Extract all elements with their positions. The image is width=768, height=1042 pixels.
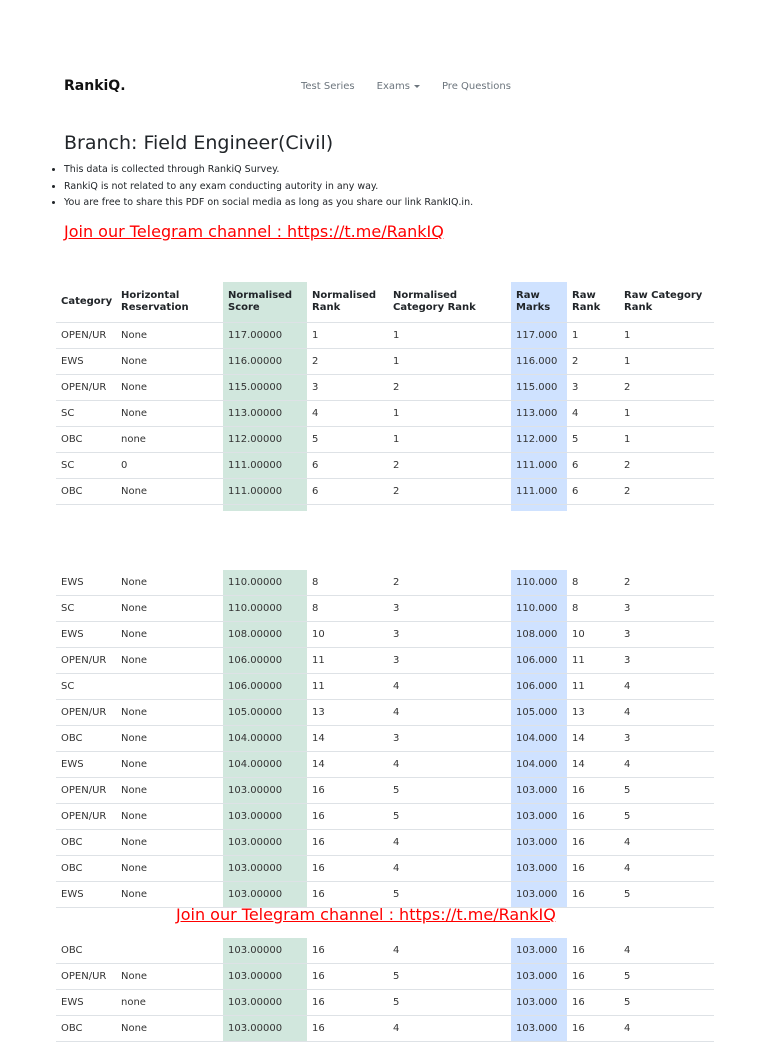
results-table-2: [56, 570, 714, 908]
cell-category: SC: [56, 596, 116, 622]
cell-normalised-category-rank: 4: [388, 856, 511, 882]
spacer-cell: [116, 505, 223, 512]
table-row: [56, 375, 714, 401]
table-row: [56, 648, 714, 674]
cell-raw-rank: 1: [567, 323, 619, 349]
cell-raw-category-rank: 4: [619, 856, 714, 882]
cell-normalised-category-rank: 2: [388, 453, 511, 479]
cell-normalised-rank: 3: [307, 375, 388, 401]
cell-normalised-rank: 4: [307, 401, 388, 427]
cell-normalised-score: 113.00000: [223, 401, 307, 427]
cell-normalised-score: 103.00000: [223, 1016, 307, 1042]
cell-normalised-score: 111.00000: [223, 453, 307, 479]
header-horizontal-reservation: Horizontal Reservation: [116, 282, 223, 323]
header-normalised-score: Normalised Score: [223, 282, 307, 323]
cell-normalised-rank: 6: [307, 479, 388, 505]
table-row: [56, 479, 714, 505]
header-normalised-category-rank: Normalised Category Rank: [388, 282, 511, 323]
cell-category: SC: [56, 453, 116, 479]
cell-normalised-category-rank: 1: [388, 349, 511, 375]
cell-category: OBC: [56, 479, 116, 505]
cell-raw-rank: 8: [567, 570, 619, 596]
cell-normalised-category-rank: 1: [388, 323, 511, 349]
table-row: [56, 401, 714, 427]
cell-raw-marks: 117.000: [511, 323, 567, 349]
table-row: [56, 856, 714, 882]
cell-normalised-category-rank: 5: [388, 990, 511, 1016]
cell-normalised-score: 103.00000: [223, 856, 307, 882]
navbar: [0, 78, 768, 98]
nav-link-test-series[interactable]: Test Series: [301, 81, 355, 92]
cell-category: OPEN/UR: [56, 323, 116, 349]
cell-normalised-category-rank: 4: [388, 700, 511, 726]
cell-normalised-rank: 10: [307, 622, 388, 648]
cell-raw-rank: 10: [567, 622, 619, 648]
table-row: [56, 990, 714, 1016]
spacer-cell: [56, 505, 116, 512]
table-row: [56, 570, 714, 596]
cell-category: OPEN/UR: [56, 778, 116, 804]
table-row: [56, 752, 714, 778]
cell-raw-rank: 8: [567, 596, 619, 622]
cell-normalised-category-rank: 2: [388, 570, 511, 596]
table-row: [56, 938, 714, 964]
cell-raw-rank: 16: [567, 830, 619, 856]
cell-raw-marks: 116.000: [511, 349, 567, 375]
cell-raw-marks: 111.000: [511, 453, 567, 479]
cell-normalised-category-rank: 1: [388, 427, 511, 453]
cell-category: OPEN/UR: [56, 964, 116, 990]
table-row: [56, 622, 714, 648]
table-row: [56, 726, 714, 752]
cell-raw-category-rank: 2: [619, 479, 714, 505]
cell-raw-rank: 6: [567, 453, 619, 479]
cell-normalised-score: 106.00000: [223, 674, 307, 700]
cell-raw-marks: 105.000: [511, 700, 567, 726]
cell-normalised-rank: 11: [307, 648, 388, 674]
cell-raw-category-rank: 3: [619, 622, 714, 648]
table-row: [56, 830, 714, 856]
cell-horizontal-reservation: None: [116, 830, 223, 856]
table-row: [56, 427, 714, 453]
cell-raw-category-rank: 5: [619, 964, 714, 990]
cell-horizontal-reservation: None: [116, 596, 223, 622]
cell-horizontal-reservation: None: [116, 570, 223, 596]
cell-raw-marks: 111.000: [511, 479, 567, 505]
cell-horizontal-reservation: None: [116, 964, 223, 990]
spacer-cell: [619, 505, 714, 512]
cell-raw-marks: 113.000: [511, 401, 567, 427]
cell-category: EWS: [56, 990, 116, 1016]
cell-normalised-rank: 8: [307, 570, 388, 596]
cell-horizontal-reservation: None: [116, 700, 223, 726]
cell-normalised-category-rank: 4: [388, 674, 511, 700]
caret-down-icon: [414, 85, 420, 88]
cell-normalised-category-rank: 1: [388, 401, 511, 427]
cell-raw-category-rank: 3: [619, 596, 714, 622]
cell-raw-category-rank: 3: [619, 726, 714, 752]
cell-raw-marks: 103.000: [511, 856, 567, 882]
cell-normalised-category-rank: 5: [388, 778, 511, 804]
spacer-cell: [511, 505, 567, 512]
cell-normalised-rank: 16: [307, 830, 388, 856]
cell-normalised-score: 111.00000: [223, 479, 307, 505]
cell-horizontal-reservation: none: [116, 990, 223, 1016]
cell-horizontal-reservation: None: [116, 804, 223, 830]
table-row: [56, 700, 714, 726]
cell-raw-marks: 103.000: [511, 804, 567, 830]
cell-raw-marks: 103.000: [511, 778, 567, 804]
cell-category: EWS: [56, 752, 116, 778]
cell-normalised-score: 103.00000: [223, 990, 307, 1016]
note-item: • This data is collected through RankiQ Survey.: [64, 162, 473, 179]
cell-raw-rank: 16: [567, 964, 619, 990]
cell-horizontal-reservation: None: [116, 479, 223, 505]
cell-normalised-score: 104.00000: [223, 726, 307, 752]
cell-category: OPEN/UR: [56, 804, 116, 830]
cell-raw-marks: 104.000: [511, 726, 567, 752]
cell-raw-marks: 112.000: [511, 427, 567, 453]
table-row: [56, 964, 714, 990]
table-row: [56, 804, 714, 830]
cell-raw-category-rank: 4: [619, 700, 714, 726]
notes-list: [50, 162, 473, 212]
cell-normalised-score: 103.00000: [223, 804, 307, 830]
cell-normalised-score: 110.00000: [223, 570, 307, 596]
cell-raw-rank: 2: [567, 349, 619, 375]
cell-normalised-score: 103.00000: [223, 830, 307, 856]
cell-raw-category-rank: 4: [619, 938, 714, 964]
cell-category: SC: [56, 401, 116, 427]
cell-normalised-score: 103.00000: [223, 882, 307, 908]
table-row: [56, 778, 714, 804]
table-row: [56, 453, 714, 479]
cell-horizontal-reservation: None: [116, 622, 223, 648]
cell-category: OPEN/UR: [56, 700, 116, 726]
cell-normalised-rank: 16: [307, 882, 388, 908]
cell-normalised-rank: 16: [307, 778, 388, 804]
cell-raw-rank: 13: [567, 700, 619, 726]
cell-raw-rank: 5: [567, 427, 619, 453]
cell-raw-rank: 14: [567, 752, 619, 778]
page-title: Branch: Field Engineer(Civil): [64, 132, 334, 154]
cell-horizontal-reservation: None: [116, 778, 223, 804]
cell-category: OBC: [56, 856, 116, 882]
cell-horizontal-reservation: [116, 674, 223, 700]
cell-horizontal-reservation: None: [116, 401, 223, 427]
cell-raw-category-rank: 1: [619, 349, 714, 375]
cell-raw-rank: 16: [567, 856, 619, 882]
cell-normalised-category-rank: 4: [388, 752, 511, 778]
cell-raw-marks: 106.000: [511, 674, 567, 700]
telegram-link-2[interactable]: Join our Telegram channel : https://t.me/RankIQ: [176, 905, 556, 924]
cell-normalised-score: 108.00000: [223, 622, 307, 648]
cell-raw-rank: 4: [567, 401, 619, 427]
cell-raw-marks: 103.000: [511, 830, 567, 856]
cell-normalised-category-rank: 5: [388, 882, 511, 908]
cell-raw-category-rank: 5: [619, 804, 714, 830]
cell-horizontal-reservation: None: [116, 349, 223, 375]
cell-raw-marks: 110.000: [511, 596, 567, 622]
cell-raw-marks: 108.000: [511, 622, 567, 648]
nav-link-pre-questions[interactable]: Pre Questions: [441, 81, 511, 92]
cell-raw-category-rank: 3: [619, 648, 714, 674]
cell-horizontal-reservation: None: [116, 726, 223, 752]
cell-normalised-score: 117.00000: [223, 323, 307, 349]
note-item: • You are free to share this PDF on social media as long as you share our link RankIQ.in.: [64, 195, 473, 212]
cell-raw-category-rank: 1: [619, 323, 714, 349]
cell-category: OBC: [56, 830, 116, 856]
table-row: [56, 674, 714, 700]
table-row: [56, 882, 714, 908]
cell-raw-marks: 115.000: [511, 375, 567, 401]
cell-category: OBC: [56, 726, 116, 752]
cell-normalised-score: 115.00000: [223, 375, 307, 401]
cell-raw-marks: 103.000: [511, 882, 567, 908]
results-table-3: [56, 938, 714, 1042]
cell-normalised-rank: 8: [307, 596, 388, 622]
cell-raw-marks: 110.000: [511, 570, 567, 596]
cell-horizontal-reservation: None: [116, 752, 223, 778]
cell-raw-category-rank: 4: [619, 674, 714, 700]
spacer-cell: [223, 505, 307, 512]
cell-raw-category-rank: 4: [619, 1016, 714, 1042]
cell-normalised-category-rank: 3: [388, 596, 511, 622]
cell-category: EWS: [56, 349, 116, 375]
cell-normalised-rank: 16: [307, 856, 388, 882]
cell-raw-marks: 103.000: [511, 990, 567, 1016]
cell-raw-rank: 3: [567, 375, 619, 401]
cell-raw-rank: 16: [567, 938, 619, 964]
cell-normalised-category-rank: 5: [388, 964, 511, 990]
cell-raw-category-rank: 1: [619, 427, 714, 453]
cell-normalised-score: 116.00000: [223, 349, 307, 375]
cell-raw-category-rank: 5: [619, 778, 714, 804]
cell-raw-category-rank: 5: [619, 882, 714, 908]
cell-raw-rank: 11: [567, 648, 619, 674]
cell-horizontal-reservation: None: [116, 648, 223, 674]
cell-raw-category-rank: 5: [619, 990, 714, 1016]
spacer-cell: [307, 505, 388, 512]
cell-normalised-score: 106.00000: [223, 648, 307, 674]
cell-normalised-rank: 2: [307, 349, 388, 375]
cell-category: EWS: [56, 622, 116, 648]
cell-raw-rank: 11: [567, 674, 619, 700]
cell-category: OBC: [56, 1016, 116, 1042]
cell-raw-marks: 103.000: [511, 964, 567, 990]
cell-raw-category-rank: 2: [619, 375, 714, 401]
cell-horizontal-reservation: None: [116, 882, 223, 908]
cell-raw-category-rank: 4: [619, 752, 714, 778]
spacer-cell: [388, 505, 511, 512]
cell-horizontal-reservation: none: [116, 427, 223, 453]
cell-normalised-score: 103.00000: [223, 964, 307, 990]
spacer-cell: [567, 505, 619, 512]
cell-normalised-rank: 16: [307, 990, 388, 1016]
cell-raw-marks: 106.000: [511, 648, 567, 674]
cell-normalised-rank: 16: [307, 938, 388, 964]
cell-normalised-category-rank: 4: [388, 830, 511, 856]
cell-raw-category-rank: 2: [619, 453, 714, 479]
cell-horizontal-reservation: None: [116, 856, 223, 882]
table-header-row: [56, 282, 714, 323]
results-table-1: [56, 282, 714, 511]
cell-category: OPEN/UR: [56, 648, 116, 674]
cell-normalised-category-rank: 3: [388, 622, 511, 648]
cell-raw-rank: 16: [567, 1016, 619, 1042]
header-raw-category-rank: Raw Category Rank: [619, 282, 714, 323]
cell-raw-rank: 16: [567, 882, 619, 908]
cell-normalised-score: 103.00000: [223, 778, 307, 804]
cell-category: OBC: [56, 938, 116, 964]
cell-normalised-score: 105.00000: [223, 700, 307, 726]
header-raw-rank: Raw Rank: [567, 282, 619, 323]
cell-normalised-rank: 5: [307, 427, 388, 453]
table-row: [56, 323, 714, 349]
cell-raw-rank: 6: [567, 479, 619, 505]
cell-category: EWS: [56, 882, 116, 908]
cell-normalised-rank: 13: [307, 700, 388, 726]
cell-horizontal-reservation: None: [116, 375, 223, 401]
cell-horizontal-reservation: [116, 938, 223, 964]
cell-raw-category-rank: 4: [619, 830, 714, 856]
cell-normalised-category-rank: 2: [388, 375, 511, 401]
nav-link-exams[interactable]: [377, 81, 420, 92]
nav-link-exams-label: Exams: [376, 81, 410, 92]
cell-raw-rank: 16: [567, 804, 619, 830]
cell-normalised-rank: 11: [307, 674, 388, 700]
cell-normalised-rank: 1: [307, 323, 388, 349]
cell-category: SC: [56, 674, 116, 700]
header-category: Category: [56, 282, 116, 323]
cell-normalised-score: 112.00000: [223, 427, 307, 453]
cell-raw-marks: 103.000: [511, 938, 567, 964]
cell-normalised-category-rank: 4: [388, 938, 511, 964]
cell-category: OBC: [56, 427, 116, 453]
table-row: [56, 349, 714, 375]
cell-raw-marks: 103.000: [511, 1016, 567, 1042]
cell-raw-rank: 16: [567, 990, 619, 1016]
telegram-link[interactable]: Join our Telegram channel : https://t.me/RankIQ: [64, 222, 444, 241]
table-row: [56, 1016, 714, 1042]
cell-normalised-score: 104.00000: [223, 752, 307, 778]
cell-raw-category-rank: 1: [619, 401, 714, 427]
header-normalised-rank: Normalised Rank: [307, 282, 388, 323]
cell-normalised-category-rank: 4: [388, 1016, 511, 1042]
header-raw-marks: Raw Marks: [511, 282, 567, 323]
cell-normalised-rank: 14: [307, 726, 388, 752]
cell-normalised-category-rank: 3: [388, 726, 511, 752]
cell-normalised-rank: 6: [307, 453, 388, 479]
cell-category: OPEN/UR: [56, 375, 116, 401]
brand-logo[interactable]: RankiQ.: [64, 78, 126, 94]
cell-raw-marks: 104.000: [511, 752, 567, 778]
cell-horizontal-reservation: None: [116, 323, 223, 349]
table-spacer-row: [56, 505, 714, 512]
cell-normalised-rank: 14: [307, 752, 388, 778]
cell-normalised-score: 110.00000: [223, 596, 307, 622]
nav-links: [301, 81, 533, 92]
cell-normalised-rank: 16: [307, 1016, 388, 1042]
cell-normalised-rank: 16: [307, 964, 388, 990]
cell-category: EWS: [56, 570, 116, 596]
cell-raw-category-rank: 2: [619, 570, 714, 596]
table-row: [56, 596, 714, 622]
note-item: • RankiQ is not related to any exam conducting autority in any way.: [64, 179, 473, 196]
cell-horizontal-reservation: None: [116, 1016, 223, 1042]
cell-raw-rank: 16: [567, 778, 619, 804]
cell-normalised-category-rank: 3: [388, 648, 511, 674]
cell-horizontal-reservation: 0: [116, 453, 223, 479]
cell-normalised-category-rank: 5: [388, 804, 511, 830]
cell-normalised-category-rank: 2: [388, 479, 511, 505]
cell-normalised-rank: 16: [307, 804, 388, 830]
cell-normalised-score: 103.00000: [223, 938, 307, 964]
cell-raw-rank: 14: [567, 726, 619, 752]
